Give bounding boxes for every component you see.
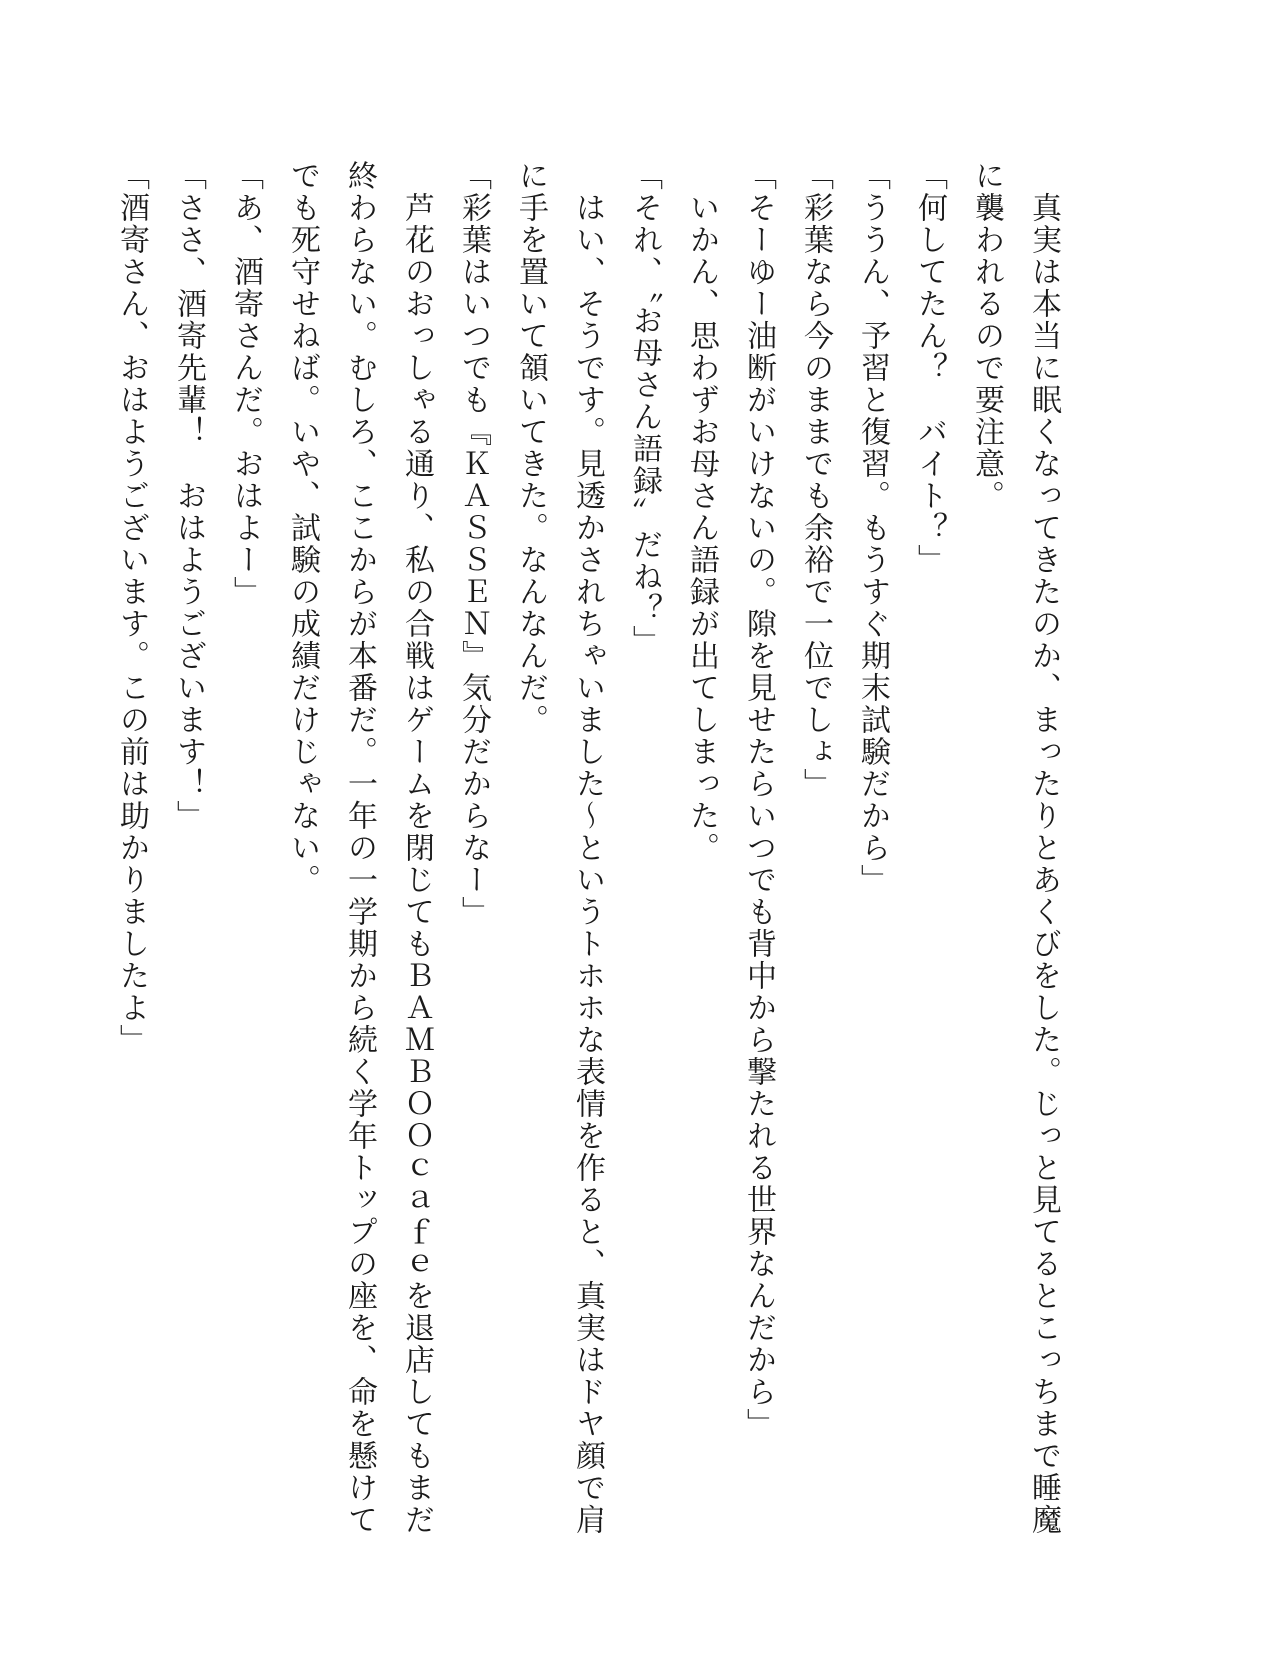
text-line: 終わらない。むしろ、ここからが本番だ。一年の一学期から続く学年トップの座を、命を懸けて (342, 160, 377, 1536)
text-line: いかん、思わずお母さん語録が出てしまった。 (684, 160, 719, 864)
dialogue-line: 「何してたん？ バイト？」 (912, 160, 947, 576)
text-line: はい、そうです。見透かされちゃいました〜というトホホな表情を作ると、真実はドヤ顔で肩 (570, 160, 605, 1536)
dialogue-line: 「彩葉なら今のままでも余裕で一位でしょ」 (798, 160, 833, 800)
text-line: 真実は本当に眠くなってきたのか、まったりとあくびをした。じっと見てるとこっちまで睡魔 (1026, 160, 1061, 1536)
vertical-text-body (103, 160, 1072, 1540)
dialogue-line: 「それ、〝お母さん語録〟だね？」 (627, 160, 662, 657)
text-line: 芦花のおっしゃる通り、私の合戦はゲームを閉じてもＢＡＭＢＯＯｃａｆｅを退店してもまだ (399, 160, 434, 1536)
text-line: に襲われるので要注意。 (969, 160, 1004, 512)
dialogue-line: 「酒寄さん、おはようございます。この前は助かりましたよ」 (114, 160, 149, 1056)
dialogue-line: 「彩葉はいつでも『ＫＡＳＳＥＮ』気分だからなー」 (456, 160, 491, 928)
dialogue-line: 「ささ、酒寄先輩！ おはようございます！」 (171, 160, 206, 832)
dialogue-line: 「そーゆー油断がいけないの。隙を見せたらいつでも背中から撃たれる世界なんだから」 (741, 160, 776, 1440)
dialogue-line: 「ううん、予習と復習。もうすぐ期末試験だから」 (855, 160, 890, 896)
text-line: でも死守せねば。いや、試験の成績だけじゃない。 (285, 160, 320, 896)
text-line: に手を置いて頷いてきた。なんなんだ。 (513, 160, 548, 736)
dialogue-line: 「あ、酒寄さんだ。おはよー」 (228, 160, 263, 608)
